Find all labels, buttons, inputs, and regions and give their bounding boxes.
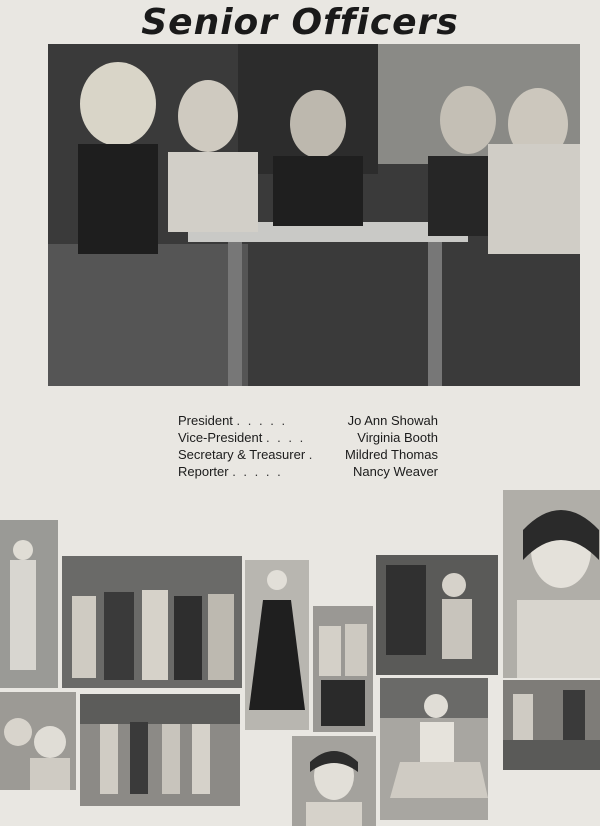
snapshot-girl-glasses — [292, 736, 376, 826]
group-photo-image — [48, 44, 580, 386]
snapshot-girl-dress — [245, 560, 309, 730]
snapshot-group-with-sticks — [80, 694, 240, 806]
officer-row-vice-president — [178, 429, 438, 446]
dot-leader: . . . . — [265, 430, 306, 445]
officer-role: Vice-President — [178, 430, 263, 445]
snapshot-girl-sitting-grass — [380, 678, 488, 820]
officer-role: President — [178, 413, 233, 428]
snapshot-three-girls — [313, 606, 373, 732]
snapshot-two-girls-closeup — [0, 692, 76, 790]
officer-row-secretary-treasurer — [178, 446, 438, 463]
dot-leader: . . . . . — [236, 413, 288, 428]
page-title: Senior Officers — [141, 2, 459, 43]
officers-list — [178, 412, 438, 480]
snapshot-girl-dog — [376, 555, 498, 675]
officer-name: Jo Ann Showah — [347, 413, 438, 428]
officer-row-reporter — [178, 463, 438, 480]
officer-name: Virginia Booth — [357, 430, 438, 445]
dot-leader: . — [308, 447, 315, 462]
officer-name: Mildred Thomas — [345, 447, 438, 462]
officer-row-president — [178, 412, 438, 429]
officer-name: Nancy Weaver — [352, 464, 438, 479]
snapshot-garden-pair — [503, 680, 600, 770]
snapshot-boy-standing — [0, 520, 58, 688]
snapshot-costume-group — [62, 556, 242, 688]
officers-group-photo — [48, 44, 580, 386]
snapshot-smiling-portrait — [503, 490, 600, 678]
officer-role: Reporter — [178, 464, 229, 479]
officer-role: Secretary & Treasurer — [178, 447, 306, 462]
dot-leader: . . . . . — [232, 464, 283, 479]
